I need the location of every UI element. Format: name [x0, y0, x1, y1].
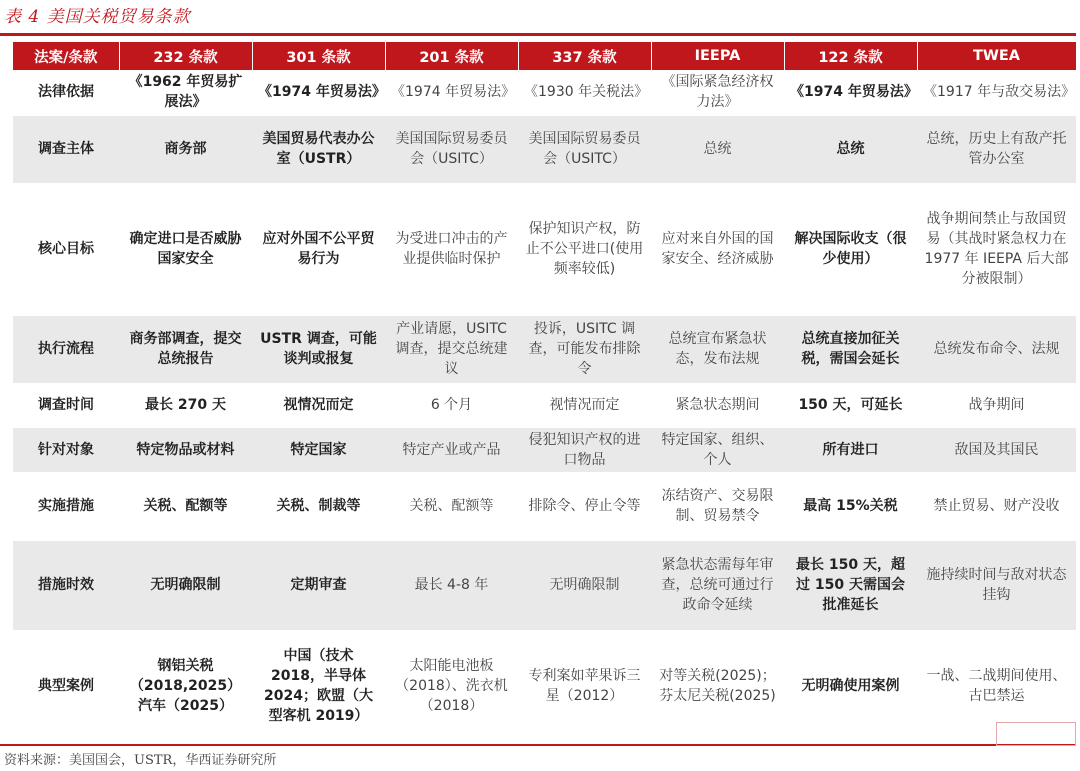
table-cell: 《1962 年贸易扩展法》	[119, 70, 252, 115]
table-cell: 《国际紧急经济权力法》	[651, 70, 784, 115]
header-cell: 232 条款	[119, 42, 252, 70]
header-cell: 法案/条款	[13, 42, 119, 70]
table-cell: 禁止贸易、财产没收	[917, 472, 1076, 540]
table-cell: 紧急状态需每年审查，总统可通过行政命令延续	[651, 540, 784, 630]
row-label: 实施措施	[13, 472, 119, 540]
table-row	[13, 630, 1076, 742]
table-cell: 特定物品或材料	[119, 427, 252, 472]
table-cell: 一战、二战期间使用、古巴禁运	[917, 630, 1076, 742]
table-cell: 美国国际贸易委员会（USITC）	[518, 115, 651, 183]
table-cell: 关税、配额等	[385, 472, 518, 540]
table-row	[13, 315, 1076, 383]
table-cell: 美国国际贸易委员会（USITC）	[385, 115, 518, 183]
table-row	[13, 540, 1076, 630]
row-label: 调查主体	[13, 115, 119, 183]
table-cell: 总统	[651, 115, 784, 183]
header-cell: TWEA	[917, 42, 1076, 70]
table-cell: 最长 270 天	[119, 383, 252, 427]
table-cell: 最高 15%关税	[784, 472, 917, 540]
table-cell: 施持续时间与敌对状态挂钩	[917, 540, 1076, 630]
table-cell: 解决国际收支（很少使用）	[784, 183, 917, 315]
table-cell: 应对来自外国的国家安全、经济威胁	[651, 183, 784, 315]
table-cell: 150 天，可延长	[784, 383, 917, 427]
table-cell: 视情况而定	[252, 383, 385, 427]
header-cell: 201 条款	[385, 42, 518, 70]
table-cell: 紧急状态期间	[651, 383, 784, 427]
table-cell: 总统宣布紧急状态，发布法规	[651, 315, 784, 383]
table-cell: 《1974 年贸易法》	[385, 70, 518, 115]
table-cell: 保护知识产权，防止不公平进口(使用频率较低)	[518, 183, 651, 315]
table-cell: 特定国家、组织、个人	[651, 427, 784, 472]
title-divider	[0, 33, 1076, 36]
table-cell: 《1917 年与敌交易法》	[917, 70, 1076, 115]
table-cell: 应对外国不公平贸易行为	[252, 183, 385, 315]
tariff-clause-table	[13, 42, 1077, 743]
table-cell: 总统直接加征关税，需国会延长	[784, 315, 917, 383]
table-cell: 关税、配额等	[119, 472, 252, 540]
header-cell: 337 条款	[518, 42, 651, 70]
table-cell: 商务部	[119, 115, 252, 183]
table-cell: 《1974 年贸易法》	[784, 70, 917, 115]
table-cell: 总统发布命令、法规	[917, 315, 1076, 383]
table-cell: 定期审查	[252, 540, 385, 630]
header-cell: 122 条款	[784, 42, 917, 70]
table-cell: USTR 调查，可能谈判或报复	[252, 315, 385, 383]
table-cell: 商务部调查，提交总统报告	[119, 315, 252, 383]
source-note: 资料来源：美国国会，USTR，华西证券研究所	[4, 753, 277, 768]
table-cell: 无明确使用案例	[784, 630, 917, 742]
table-cell: 《1974 年贸易法》	[252, 70, 385, 115]
header-row	[13, 42, 1076, 70]
source-divider	[0, 744, 1076, 746]
row-label: 针对对象	[13, 427, 119, 472]
table-cell: 无明确限制	[119, 540, 252, 630]
watermark-stamp	[996, 722, 1076, 746]
table-cell: 关税、制裁等	[252, 472, 385, 540]
table-row	[13, 427, 1076, 472]
table-cell: 最长 150 天，超过 150 天需国会批准延长	[784, 540, 917, 630]
table-cell: 总统，历史上有敌产托管办公室	[917, 115, 1076, 183]
table-cell: 特定国家	[252, 427, 385, 472]
table-title: 表 4 美国关税贸易条款	[4, 7, 191, 27]
table-cell: 钢铝关税（2018,2025）汽车（2025）	[119, 630, 252, 742]
table-cell: 特定产业或产品	[385, 427, 518, 472]
table-cell: 侵犯知识产权的进口物品	[518, 427, 651, 472]
table-cell: 确定进口是否威胁国家安全	[119, 183, 252, 315]
table-cell: 6 个月	[385, 383, 518, 427]
table-cell: 太阳能电池板（2018）、洗衣机（2018）	[385, 630, 518, 742]
row-label: 典型案例	[13, 630, 119, 742]
table-cell: 对等关税(2025)；芬太尼关税(2025)	[651, 630, 784, 742]
table-cell: 战争期间禁止与敌国贸易（其战时紧急权力在 1977 年 IEEPA 后大部分被限制）	[917, 183, 1076, 315]
row-label: 调查时间	[13, 383, 119, 427]
table-cell: 专利案如苹果诉三星（2012）	[518, 630, 651, 742]
table-row	[13, 70, 1076, 115]
row-label: 核心目标	[13, 183, 119, 315]
table-cell: 所有进口	[784, 427, 917, 472]
table-row	[13, 383, 1076, 427]
table-cell: 《1930 年关税法》	[518, 70, 651, 115]
table-cell: 产业请愿，USITC 调查，提交总统建议	[385, 315, 518, 383]
row-label: 执行流程	[13, 315, 119, 383]
table-cell: 中国（技术 2018，半导体 2024；欧盟（大型客机 2019）	[252, 630, 385, 742]
table-row	[13, 183, 1076, 315]
table-row	[13, 472, 1076, 540]
table-cell: 视情况而定	[518, 383, 651, 427]
table-cell: 投诉，USITC 调查，可能发布排除令	[518, 315, 651, 383]
row-label: 措施时效	[13, 540, 119, 630]
header-cell: IEEPA	[651, 42, 784, 70]
table-row	[13, 115, 1076, 183]
table-cell: 冻结资产、交易限制、贸易禁令	[651, 472, 784, 540]
table-cell: 总统	[784, 115, 917, 183]
table-cell: 美国贸易代表办公室（USTR）	[252, 115, 385, 183]
row-label: 法律依据	[13, 70, 119, 115]
table-cell: 为受进口冲击的产业提供临时保护	[385, 183, 518, 315]
table-cell: 最长 4-8 年	[385, 540, 518, 630]
header-cell: 301 条款	[252, 42, 385, 70]
table-cell: 排除令、停止令等	[518, 472, 651, 540]
table-cell: 敌国及其国民	[917, 427, 1076, 472]
table-cell: 战争期间	[917, 383, 1076, 427]
table-cell: 无明确限制	[518, 540, 651, 630]
